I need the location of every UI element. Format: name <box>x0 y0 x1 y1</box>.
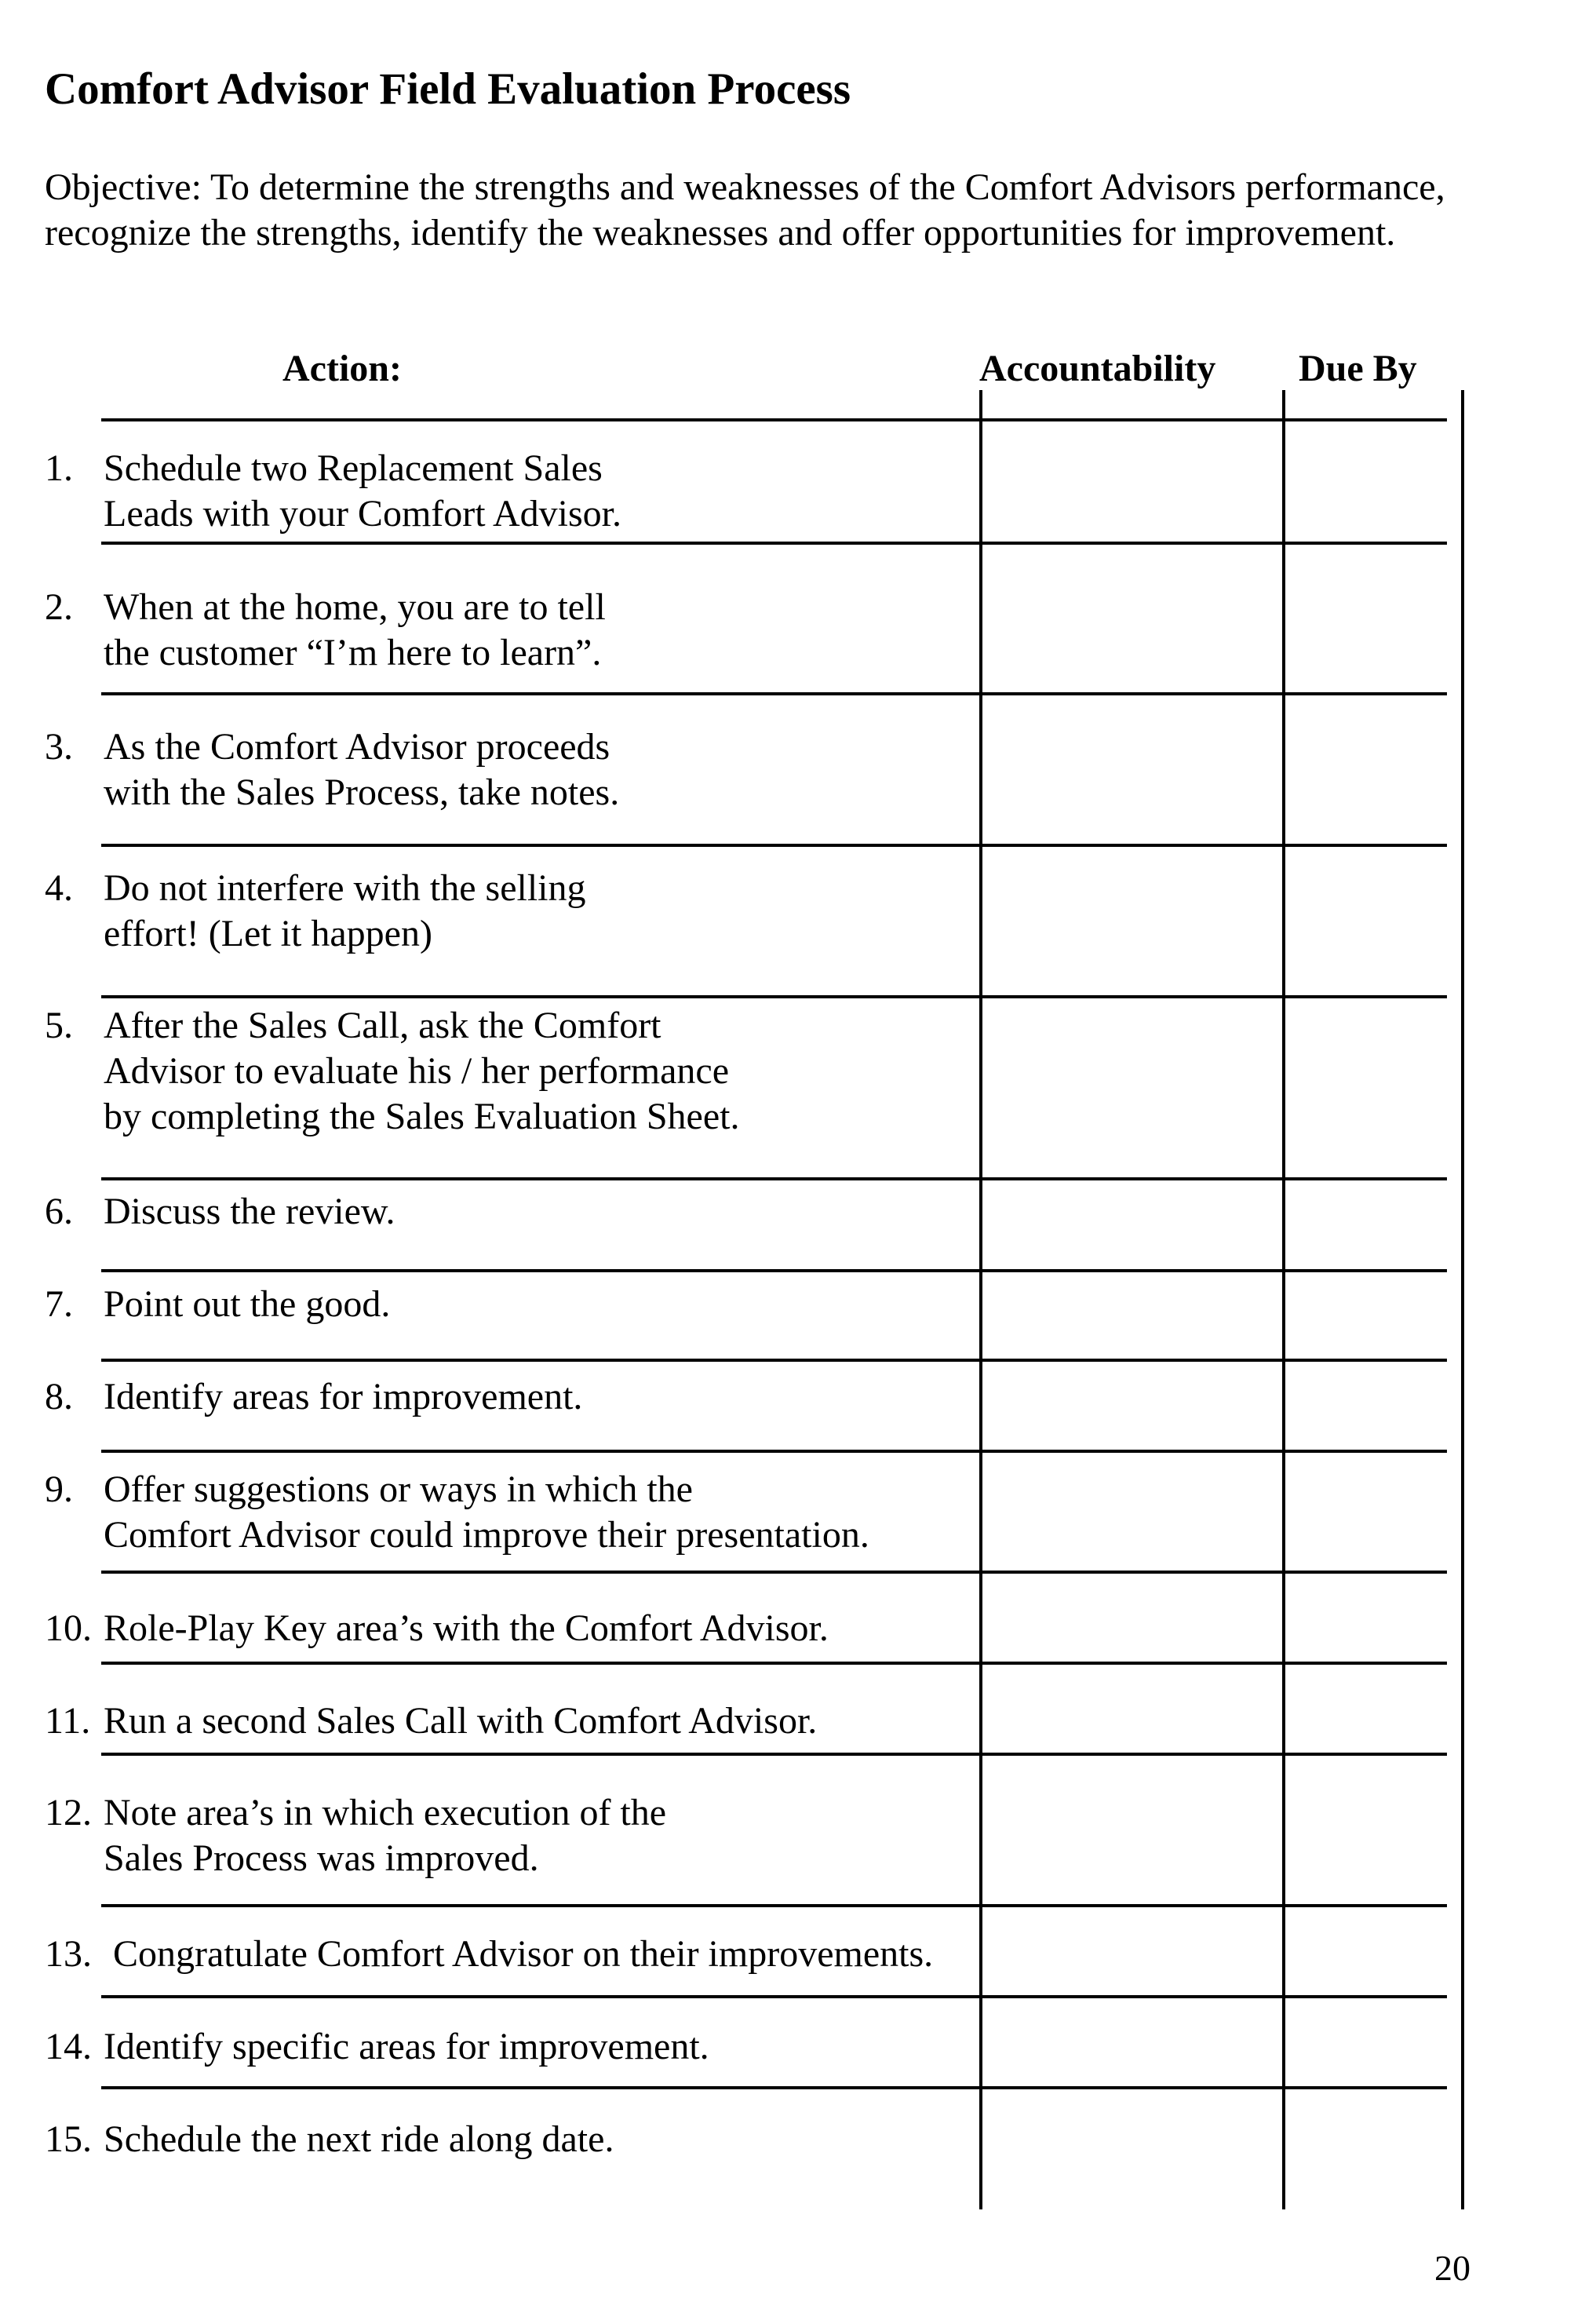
item-text: Schedule the next ride along date. <box>104 2118 614 2160</box>
item-number: 5. <box>45 1005 73 1046</box>
item-text: Schedule two Replacement Sales Leads with your Comfort Advisor. <box>104 447 621 534</box>
page-title: Comfort Advisor Field Evaluation Process <box>45 64 851 114</box>
header-action: Action: <box>282 348 402 389</box>
row-rule <box>101 1995 1447 1998</box>
item-text: Note area’s in which execution of the Sales Process was improved. <box>104 1792 667 1879</box>
item-number: 14. <box>45 2026 92 2067</box>
row-rule <box>101 1753 1447 1756</box>
row-rule <box>101 1269 1447 1272</box>
item-text: Run a second Sales Call with Comfort Advisor. <box>104 1700 818 1742</box>
item-number: 13. <box>45 1933 92 1975</box>
header-due-by: Due By <box>1299 348 1417 389</box>
row-rule <box>101 844 1447 847</box>
item-text: Do not interfere with the selling effort! (Let it happen) <box>104 867 586 954</box>
item-text: Identify areas for improvement. <box>104 1376 583 1417</box>
divider-due-by-right <box>1461 390 1464 2209</box>
item-text: Role-Play Key area’s with the Comfort Advisor. <box>104 1607 829 1649</box>
item-text: Identify specific areas for improvement. <box>104 2026 709 2067</box>
row-rule <box>101 1662 1447 1665</box>
item-text: Point out the good. <box>104 1283 391 1325</box>
item-text: When at the home, you are to tell the customer “I’m here to learn”. <box>104 586 606 673</box>
item-number: 12. <box>45 1792 92 1833</box>
item-text: Offer suggestions or ways in which the Comfort Advisor could improve their presentation. <box>104 1468 869 1556</box>
item-text: As the Comfort Advisor proceeds with the Sales Process, take notes. <box>104 726 620 813</box>
row-rule <box>101 1571 1447 1574</box>
item-number: 8. <box>45 1376 73 1417</box>
row-rule <box>101 418 1447 421</box>
item-number: 10. <box>45 1607 92 1649</box>
row-rule <box>101 1359 1447 1362</box>
item-text: Discuss the review. <box>104 1191 395 1232</box>
item-number: 11. <box>45 1700 91 1742</box>
row-rule <box>101 1904 1447 1907</box>
item-number: 9. <box>45 1468 73 1510</box>
divider-due-by-left <box>1282 390 1285 2209</box>
row-rule <box>101 995 1447 998</box>
item-number: 2. <box>45 586 73 628</box>
row-rule <box>101 692 1447 695</box>
item-number: 7. <box>45 1283 73 1325</box>
item-number: 3. <box>45 726 73 768</box>
row-rule <box>101 1177 1447 1180</box>
item-number: 6. <box>45 1191 73 1232</box>
row-rule <box>101 2086 1447 2089</box>
page-number: 20 <box>1434 2248 1470 2288</box>
item-number: 1. <box>45 447 73 489</box>
row-rule <box>101 542 1447 545</box>
header-accountability: Accountability <box>979 348 1216 389</box>
objective-text: Objective: To determine the strengths and weaknesses of the Comfort Advisors performance, recognize the strengths, identify the weaknesses and offer opportunities for improvement. <box>45 166 1445 254</box>
row-rule <box>101 1450 1447 1453</box>
item-text: Congratulate Comfort Advisor on their improvements. <box>104 1933 934 1975</box>
item-number: 15. <box>45 2118 92 2160</box>
item-text: After the Sales Call, ask the Comfort Advisor to evaluate his / her performance by completing the Sales Evaluation Sheet. <box>104 1005 740 1137</box>
divider-accountability-left <box>979 390 982 2209</box>
item-number: 4. <box>45 867 73 909</box>
